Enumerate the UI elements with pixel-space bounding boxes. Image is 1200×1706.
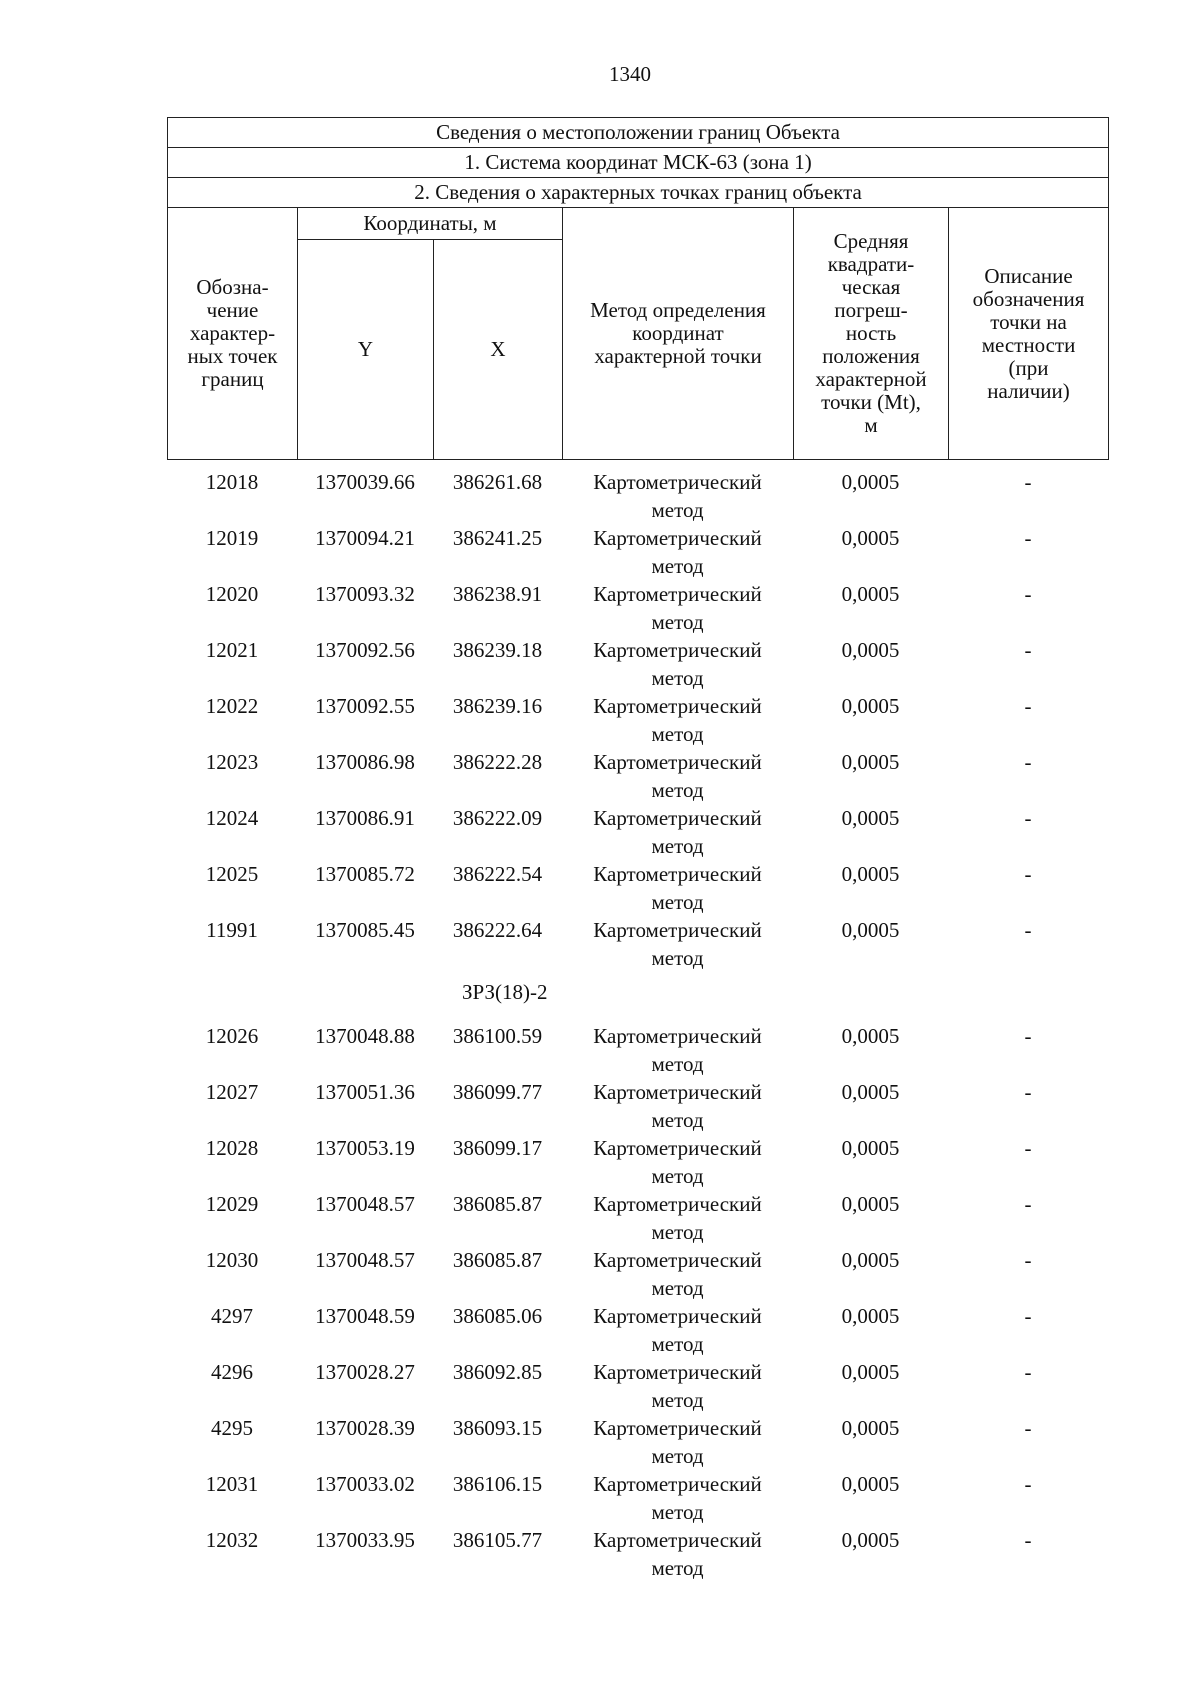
- method-line-2: метод: [651, 554, 704, 578]
- x-coordinate-cell: 386093.15: [452, 1416, 543, 1440]
- method-cell: [562, 804, 793, 860]
- method-line-1: Картометрический: [593, 1360, 762, 1384]
- table-row: [167, 580, 1108, 636]
- table-row: [167, 692, 1108, 748]
- method-line-2: метод: [651, 610, 704, 634]
- method-cell: [562, 580, 793, 636]
- error-cell: 0,0005: [841, 638, 900, 662]
- description-cell: -: [1024, 918, 1032, 942]
- table-row: [167, 1414, 1108, 1470]
- method-cell: [562, 1246, 793, 1302]
- point-id-cell: 12028: [205, 1136, 259, 1160]
- table-row: [167, 1022, 1108, 1078]
- point-id-cell: 12029: [205, 1192, 259, 1216]
- point-id-cell: 4297: [211, 1304, 253, 1328]
- method-line-2: метод: [651, 1556, 704, 1580]
- method-cell: [562, 1470, 793, 1526]
- method-line-2: метод: [651, 1332, 704, 1356]
- method-line-1: Картометрический: [593, 1192, 762, 1216]
- method-line-1: Картометрический: [593, 862, 762, 886]
- table-row: [167, 1358, 1108, 1414]
- description-cell: -: [1024, 806, 1032, 830]
- y-coordinate-cell: 1370048.59: [315, 1304, 415, 1328]
- error-cell: 0,0005: [841, 750, 900, 774]
- error-cell: 0,0005: [841, 1360, 900, 1384]
- method-cell: [562, 1078, 793, 1134]
- boundary-header-table: [167, 117, 1109, 460]
- method-line-2: метод: [651, 1500, 704, 1524]
- error-cell: 0,0005: [841, 1248, 900, 1272]
- section-heading: 2. Сведения о характерных точках границ объекта: [168, 178, 1109, 208]
- method-cell: [562, 468, 793, 524]
- point-id-cell: 12018: [205, 470, 259, 494]
- y-coordinate-cell: 1370053.19: [315, 1136, 415, 1160]
- section-label: ЗРЗ(18)-2: [462, 980, 548, 1004]
- table-row: [167, 1190, 1108, 1246]
- header-x: X: [434, 240, 563, 460]
- method-line-2: метод: [651, 1108, 704, 1132]
- point-id-cell: 12022: [205, 694, 259, 718]
- x-coordinate-cell: 386105.77: [452, 1528, 543, 1552]
- boundary-points-table: [167, 468, 1108, 1582]
- x-coordinate-cell: 386222.54: [452, 862, 543, 886]
- method-line-2: метод: [651, 1276, 704, 1300]
- error-cell: 0,0005: [841, 526, 900, 550]
- section-row: [167, 972, 1108, 1022]
- error-cell: 0,0005: [841, 1528, 900, 1552]
- y-coordinate-cell: 1370048.57: [315, 1192, 415, 1216]
- method-line-1: Картометрический: [593, 1080, 762, 1104]
- method-cell: [562, 692, 793, 748]
- method-cell: [562, 1414, 793, 1470]
- method-line-1: Картометрический: [593, 918, 762, 942]
- x-coordinate-cell: 386085.87: [452, 1248, 543, 1272]
- point-id-cell: 4296: [211, 1360, 253, 1384]
- method-line-2: метод: [651, 1220, 704, 1244]
- table-title: Сведения о местоположении границ Объекта: [168, 118, 1109, 148]
- description-cell: -: [1024, 1528, 1032, 1552]
- point-id-cell: 12025: [205, 862, 259, 886]
- points-table-body: [167, 468, 1108, 1582]
- y-coordinate-cell: 1370028.39: [315, 1416, 415, 1440]
- table-row: [167, 1134, 1108, 1190]
- description-cell: -: [1024, 638, 1032, 662]
- header-description: Описание обозначения точки на местности (при наличии): [949, 208, 1109, 460]
- table-row: [167, 804, 1108, 860]
- y-coordinate-cell: 1370048.88: [315, 1024, 415, 1048]
- description-cell: -: [1024, 1248, 1032, 1272]
- error-cell: 0,0005: [841, 806, 900, 830]
- method-line-2: метод: [651, 778, 704, 802]
- error-cell: 0,0005: [841, 470, 900, 494]
- method-line-2: метод: [651, 946, 704, 970]
- table-row: [167, 1302, 1108, 1358]
- table-row: [167, 860, 1108, 916]
- method-line-2: метод: [651, 1164, 704, 1188]
- description-cell: -: [1024, 1192, 1032, 1216]
- method-line-2: метод: [651, 722, 704, 746]
- description-cell: -: [1024, 526, 1032, 550]
- point-id-cell: 12032: [205, 1528, 259, 1552]
- x-coordinate-cell: 386239.16: [452, 694, 543, 718]
- header-error: Средняя квадрати- ческая погреш- ность положения характерной точки (Mt), м: [794, 208, 949, 460]
- description-cell: -: [1024, 1080, 1032, 1104]
- method-line-1: Картометрический: [593, 1528, 762, 1552]
- error-cell: 0,0005: [841, 1304, 900, 1328]
- point-id-cell: 12031: [205, 1472, 259, 1496]
- method-cell: [562, 1526, 793, 1582]
- error-cell: 0,0005: [841, 1136, 900, 1160]
- table-row: [167, 916, 1108, 972]
- y-coordinate-cell: 1370028.27: [315, 1360, 415, 1384]
- point-id-cell: 12027: [205, 1080, 259, 1104]
- point-id-cell: 12021: [205, 638, 259, 662]
- method-line-1: Картометрический: [593, 582, 762, 606]
- y-coordinate-cell: 1370093.32: [315, 582, 415, 606]
- method-line-1: Картометрический: [593, 694, 762, 718]
- error-cell: 0,0005: [841, 918, 900, 942]
- y-coordinate-cell: 1370092.56: [315, 638, 415, 662]
- x-coordinate-cell: 386241.25: [452, 526, 543, 550]
- description-cell: -: [1024, 750, 1032, 774]
- error-cell: 0,0005: [841, 1024, 900, 1048]
- description-cell: -: [1024, 1472, 1032, 1496]
- table-row: [167, 1078, 1108, 1134]
- x-coordinate-cell: 386222.64: [452, 918, 543, 942]
- method-line-2: метод: [651, 1052, 704, 1076]
- method-line-2: метод: [651, 1388, 704, 1412]
- description-cell: -: [1024, 694, 1032, 718]
- error-cell: 0,0005: [841, 862, 900, 886]
- method-line-1: Картометрический: [593, 1024, 762, 1048]
- method-line-2: метод: [651, 890, 704, 914]
- method-line-2: метод: [651, 1444, 704, 1468]
- y-coordinate-cell: 1370092.55: [315, 694, 415, 718]
- table-row: [167, 1526, 1108, 1582]
- x-coordinate-cell: 386222.09: [452, 806, 543, 830]
- x-coordinate-cell: 386085.06: [452, 1304, 543, 1328]
- method-line-2: метод: [651, 666, 704, 690]
- method-line-1: Картометрический: [593, 638, 762, 662]
- method-cell: [562, 524, 793, 580]
- method-line-1: Картометрический: [593, 470, 762, 494]
- description-cell: -: [1024, 1024, 1032, 1048]
- y-coordinate-cell: 1370085.45: [315, 918, 415, 942]
- method-line-2: метод: [651, 834, 704, 858]
- error-cell: 0,0005: [841, 694, 900, 718]
- header-point-designation: Обозна- чение характер- ных точек границ: [168, 208, 298, 460]
- method-line-1: Картометрический: [593, 750, 762, 774]
- error-cell: 0,0005: [841, 1472, 900, 1496]
- method-cell: [562, 1190, 793, 1246]
- x-coordinate-cell: 386106.15: [452, 1472, 543, 1496]
- y-coordinate-cell: 1370033.95: [315, 1528, 415, 1552]
- method-cell: [562, 636, 793, 692]
- method-line-2: метод: [651, 498, 704, 522]
- description-cell: -: [1024, 862, 1032, 886]
- method-line-1: Картометрический: [593, 806, 762, 830]
- y-coordinate-cell: 1370094.21: [315, 526, 415, 550]
- header-y: Y: [298, 240, 434, 460]
- method-cell: [562, 748, 793, 804]
- point-id-cell: 12020: [205, 582, 259, 606]
- description-cell: -: [1024, 582, 1032, 606]
- method-line-1: Картометрический: [593, 1472, 762, 1496]
- y-coordinate-cell: 1370085.72: [315, 862, 415, 886]
- point-id-cell: 4295: [211, 1416, 253, 1440]
- table-row: [167, 468, 1108, 524]
- table-row: [167, 1246, 1108, 1302]
- x-coordinate-cell: 386099.17: [452, 1136, 543, 1160]
- error-cell: 0,0005: [841, 1416, 900, 1440]
- error-cell: 0,0005: [841, 1192, 900, 1216]
- table-row: [167, 1470, 1108, 1526]
- table-row: [167, 748, 1108, 804]
- point-id-cell: 12024: [205, 806, 259, 830]
- y-coordinate-cell: 1370033.02: [315, 1472, 415, 1496]
- y-coordinate-cell: 1370051.36: [315, 1080, 415, 1104]
- y-coordinate-cell: 1370086.98: [315, 750, 415, 774]
- method-line-1: Картометрический: [593, 1136, 762, 1160]
- method-cell: [562, 1358, 793, 1414]
- point-id-cell: 12023: [205, 750, 259, 774]
- y-coordinate-cell: 1370086.91: [315, 806, 415, 830]
- description-cell: -: [1024, 470, 1032, 494]
- method-cell: [562, 1302, 793, 1358]
- point-id-cell: 12026: [205, 1024, 259, 1048]
- description-cell: -: [1024, 1416, 1032, 1440]
- description-cell: -: [1024, 1360, 1032, 1384]
- x-coordinate-cell: 386239.18: [452, 638, 543, 662]
- x-coordinate-cell: 386099.77: [452, 1080, 543, 1104]
- coordinate-system: 1. Система координат МСК-63 (зона 1): [168, 148, 1109, 178]
- header-coordinates: Координаты, м: [298, 208, 563, 240]
- table-row: [167, 524, 1108, 580]
- y-coordinate-cell: 1370039.66: [315, 470, 415, 494]
- method-cell: [562, 916, 793, 972]
- table-row: [167, 636, 1108, 692]
- description-cell: -: [1024, 1136, 1032, 1160]
- method-line-1: Картометрический: [593, 1248, 762, 1272]
- method-cell: [562, 860, 793, 916]
- method-line-1: Картометрический: [593, 1416, 762, 1440]
- x-coordinate-cell: 386238.91: [452, 582, 543, 606]
- x-coordinate-cell: 386261.68: [452, 470, 543, 494]
- description-cell: -: [1024, 1304, 1032, 1328]
- method-cell: [562, 1022, 793, 1078]
- point-id-cell: 11991: [206, 918, 258, 942]
- point-id-cell: 12030: [205, 1248, 259, 1272]
- point-id-cell: 12019: [205, 526, 259, 550]
- x-coordinate-cell: 386222.28: [452, 750, 543, 774]
- page-number: 1340: [609, 62, 651, 86]
- error-cell: 0,0005: [841, 582, 900, 606]
- x-coordinate-cell: 386100.59: [452, 1024, 543, 1048]
- method-line-1: Картометрический: [593, 1304, 762, 1328]
- x-coordinate-cell: 386085.87: [452, 1192, 543, 1216]
- error-cell: 0,0005: [841, 1080, 900, 1104]
- header-method: Метод определения координат характерной точки: [563, 208, 794, 460]
- method-cell: [562, 1134, 793, 1190]
- method-line-1: Картометрический: [593, 526, 762, 550]
- y-coordinate-cell: 1370048.57: [315, 1248, 415, 1272]
- x-coordinate-cell: 386092.85: [452, 1360, 543, 1384]
